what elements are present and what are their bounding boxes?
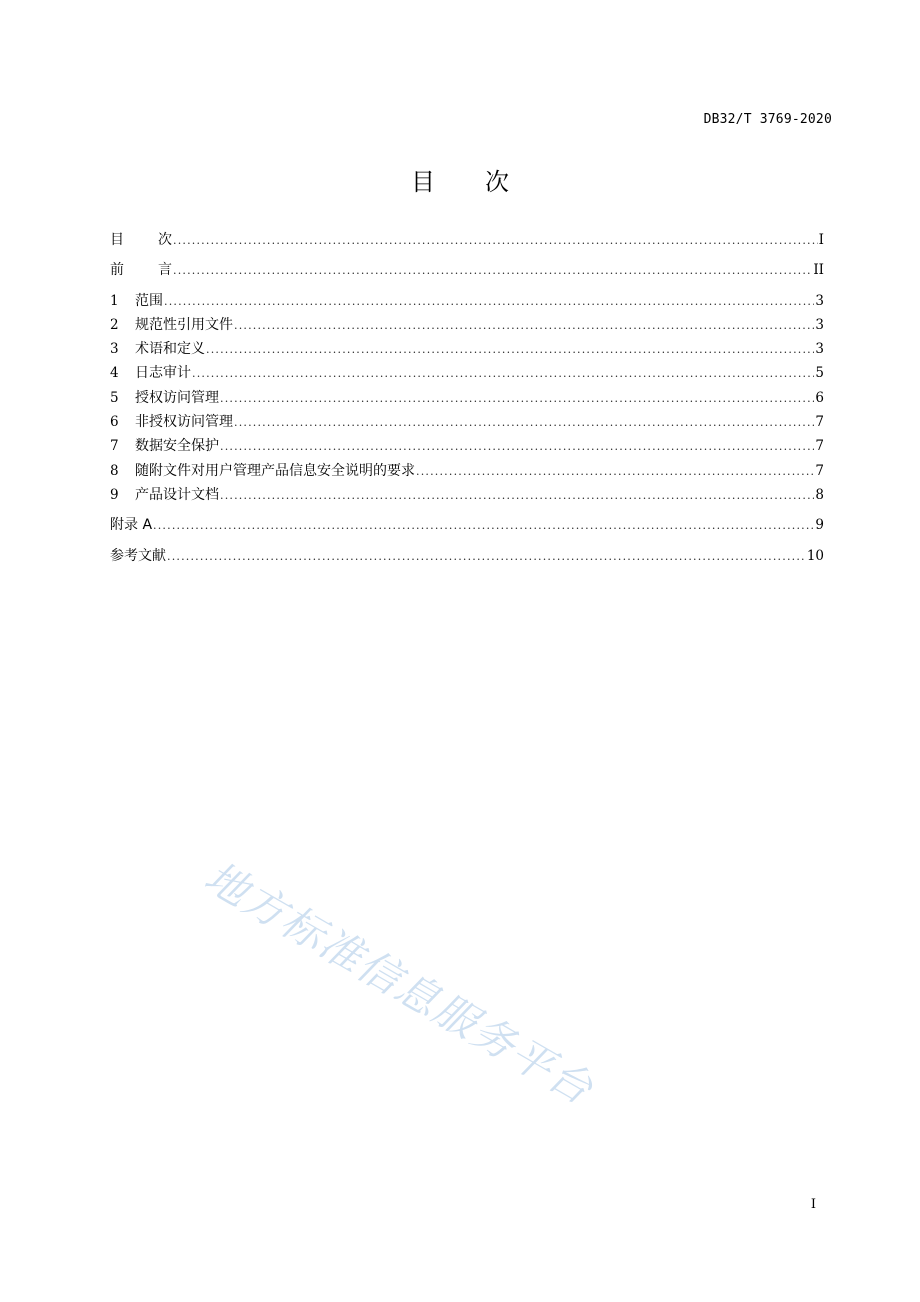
toc-entry-label: 日志审计 <box>135 365 191 382</box>
toc-entry-label: 规范性引用文件 <box>135 316 233 333</box>
toc-entry-page: 6 <box>815 389 824 406</box>
toc-entry-page: 10 <box>806 547 824 564</box>
toc-entry-label: 数据安全保护 <box>135 438 219 455</box>
toc-entry-section-6[interactable] <box>110 410 824 434</box>
leader-dots <box>173 259 812 283</box>
toc-entry-section-2[interactable] <box>110 313 824 337</box>
leader-dots <box>192 362 814 386</box>
leader-dots <box>234 411 814 435</box>
toc-entry-foreword[interactable] <box>110 258 824 282</box>
leader-dots <box>153 514 814 538</box>
toc-entry-number: 1 <box>110 292 119 309</box>
toc-entry-label: 目 次 <box>110 232 172 248</box>
toc-entry-section-9[interactable] <box>110 483 824 507</box>
toc-entry-number: 3 <box>110 341 119 358</box>
toc-entry-section-5[interactable] <box>110 386 824 410</box>
leader-dots <box>416 460 814 484</box>
toc-entry-page: 5 <box>815 365 824 382</box>
toc-entry-page: II <box>813 262 824 279</box>
table-of-contents <box>110 228 824 568</box>
toc-entry-page: 7 <box>815 462 824 479</box>
toc-entry-appendix-a[interactable] <box>110 513 824 537</box>
toc-entry-page: 3 <box>815 316 824 333</box>
leader-dots <box>220 484 814 508</box>
toc-entry-page: 3 <box>815 341 824 358</box>
toc-entry-number: 9 <box>110 486 119 503</box>
toc-entry-number: 8 <box>110 462 119 479</box>
toc-entry-number: 2 <box>110 316 119 333</box>
toc-entry-number: 7 <box>110 438 119 455</box>
toc-entry-number: 6 <box>110 414 119 431</box>
toc-entry-section-3[interactable] <box>110 337 824 361</box>
toc-entry-page: 7 <box>815 414 824 431</box>
toc-entry-label: 授权访问管理 <box>135 389 219 406</box>
toc-entry-label: 术语和定义 <box>135 341 205 358</box>
leader-dots <box>206 338 814 362</box>
leader-dots <box>234 314 814 338</box>
toc-entry-label: 非授权访问管理 <box>135 414 233 431</box>
toc-entry-label: 产品设计文档 <box>135 486 219 503</box>
toc-entry-bibliography[interactable] <box>110 544 824 568</box>
toc-entry-page: 7 <box>815 438 824 455</box>
page-number: I <box>810 1197 816 1212</box>
toc-entry-label: 随附文件对用户管理产品信息安全说明的要求 <box>135 462 415 479</box>
page-title-part2: 次 <box>485 168 509 196</box>
leader-dots <box>164 290 814 314</box>
document-code: DB32/T 3769-2020 <box>703 112 832 127</box>
toc-entry-contents[interactable] <box>110 228 824 252</box>
toc-entry-label: 范围 <box>135 292 163 309</box>
page-title-part1: 目 <box>411 168 435 196</box>
toc-entry-page: I <box>818 232 824 248</box>
watermark: 地方标准信息服务平台 <box>196 851 603 1115</box>
toc-entry-number: 5 <box>110 389 119 406</box>
toc-entry-label: 附录 A <box>110 517 153 534</box>
toc-entry-number: 4 <box>110 365 119 382</box>
toc-entry-page: 3 <box>815 292 824 309</box>
toc-entry-page: 9 <box>815 517 824 534</box>
leader-dots <box>167 545 806 569</box>
toc-entry-section-8[interactable] <box>110 459 824 483</box>
leader-dots <box>220 387 814 411</box>
leader-dots <box>220 435 814 459</box>
toc-entry-section-1[interactable] <box>110 289 824 313</box>
toc-entry-section-7[interactable] <box>110 434 824 458</box>
page-title <box>0 162 920 197</box>
leader-dots <box>173 229 818 253</box>
toc-entry-label: 前 言 <box>110 262 172 279</box>
toc-entry-section-4[interactable] <box>110 361 824 385</box>
toc-entry-page: 8 <box>815 486 824 503</box>
toc-entry-label: 参考文献 <box>110 547 166 564</box>
